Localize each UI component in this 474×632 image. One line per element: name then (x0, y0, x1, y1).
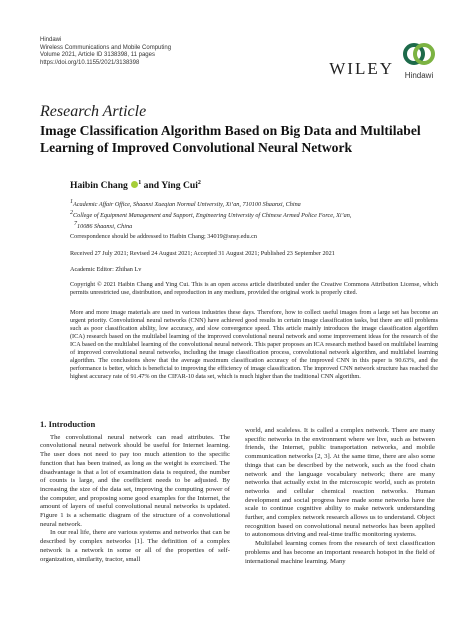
author-connector: and (141, 180, 162, 192)
affiliation-line: $^2$College of Equipment Management and Support, Engineering University of Chinese Armed Police Force, Xi’an, (70, 210, 352, 220)
author-name: Haibin Chang (70, 180, 128, 192)
author-list (70, 180, 201, 191)
wiley-logo: WILEY (329, 59, 394, 78)
body-paragraph: The convolutional neural network can read attributes. The convolutional neural network should be useful for Internet learning. The user does not need to pay too much attention to the specific function that has been trained, as long as the weight is exercised. The disadvantage is that a lot of examination data is required, the number of counts is large, and the coefficient needs to be adjusted. By increasing the size of the data set, improving the computing power of the computer, and proposing some good examples for the Internet, the amount of layers of useful convolutional neural networks is updated. Figure 1 is a schematic diagram of the structure of a convolutional neural network. (40, 433, 230, 528)
journal-name: Wireless Communications and Mobile Computing (40, 44, 172, 51)
body-paragraph: world, and scaleless. It is called a complex network. There are many specific networks in the environment where we live, such as between friends, the Internet, public transportation networks, and mobile communication networks [2, 3]. At the same time, there are also some things that can be described by the network, such as the food chain network and the language vocabulary network; there are many networks that actually exist in the microscopic world, such as protein networks and cellular chemical reaction networks. Human development and social progress have made some networks have the scale to continue cognitive ability to make network understanding further, and complex network research allows us to understand. Object recognition based on convolutional neural networks has been applied to autonomous driving and real-time traffic monitoring systems. (245, 427, 435, 539)
affiliation-marker: 1 (138, 180, 142, 186)
publisher-logos (329, 38, 436, 80)
hindawi-logo (402, 38, 436, 80)
affiliations (70, 198, 445, 231)
section-heading: 1. Introduction (40, 419, 96, 429)
affiliation-marker: 2 (197, 180, 201, 186)
affiliation-line: $^1$Academic Affair Office, Shaanxi Xueqian Normal University, Xi’an, 710100 Shaanxi, China (70, 199, 301, 209)
abstract: More and more image materials are used in various industries these days. Therefore, how to collect useful images from a large set has become an urgent priority. Convolutional neural networks (CNN) have achieved good results in certain image classification tasks, but there are still problems such as poor classification ability, low accuracy, and slow convergence speed. This article mainly introduces the image classification algorithm (ICA) research based on the multilabel learning of the improved convolutional neural network and some improvement ideas for the research of the ICA based on the multilabel learning of the convolutional neural network. This paper proposes an ICA research method based on multilabel learning of improved convolutional neural networks, including the image classification process, convolutional network algorithm, and multilabel learning algorithm. The conclusions show that the average maximum classification accuracy of the improved CNN in this paper is 90.63%, and the performance is better, which is beneficial to improving the efficiency of image classification. The improved CNN network structure has reached the highest accuracy rate of 91.47% on the CIFAR-10 data set, which is much higher than the traditional CNN algorithm. (70, 309, 438, 381)
journal-doi[interactable]: https://doi.org/10.1155/2021/3138398 (40, 59, 140, 66)
hindawi-wordmark: Hindawi (404, 71, 434, 80)
journal-volume: Volume 2021, Article ID 3138398, 11 pages (40, 52, 155, 59)
hindawi-rings-icon (402, 38, 436, 70)
copyright-notice: Copyright © 2021 Haibin Chang and Ying Cui. This is an open access article distributed under the Creative Commons Attribution License, which permits unrestricted use, distribution, and reproduction in any medium, provided the original work is properly cited. (70, 281, 438, 296)
body-paragraph: Multilabel learning comes from the research of text classification problems and has become an important research hotspot in the field of international machine learning. Many (245, 540, 435, 565)
paper-title: Image Classification Algorithm Based on Big Data and Multilabel Learning of Improved Convolutional Neural Network (40, 123, 421, 155)
journal-publisher: Hindawi (40, 37, 62, 43)
body-paragraph: In our real life, there are various systems and networks that can be described by complex networks [1]. The definition of a complex network is a network in some or all of the properties of self-organization, similarity, tractor, small (40, 529, 230, 563)
left-column (40, 420, 230, 564)
correspondence: Correspondence should be addressed to Haibin Chang; 34019@snsy.edu.cn (70, 233, 257, 240)
affiliation-line: $^7$10086 Shaanxi, China (74, 221, 133, 231)
academic-editor: Academic Editor: Zhihan Lv (70, 266, 142, 273)
journal-info (40, 37, 171, 67)
author-name: Ying Cui (161, 180, 198, 192)
right-column (245, 427, 435, 566)
article-type: Research Article (40, 103, 147, 120)
publication-dates: Received 27 July 2021; Revised 24 August 2021; Accepted 31 August 2021; Published 23 September 2021 (70, 250, 335, 257)
